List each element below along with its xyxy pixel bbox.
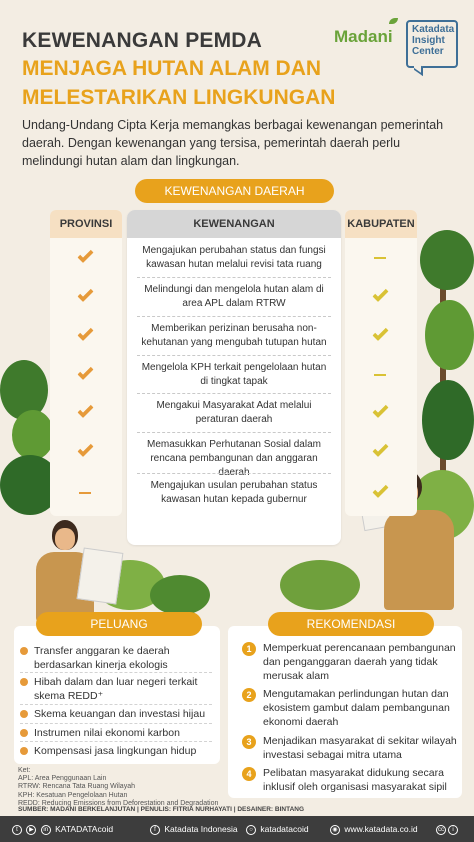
globe-icon: ◉ (330, 825, 340, 835)
tree-canopy (425, 300, 474, 370)
kic-line-1: Katadata (412, 24, 455, 35)
rekomendasi-item-text: Memperkuat perencanaan pembangunan dan penganggaran daerah yang tidak merusak alam (263, 642, 456, 682)
bush (150, 575, 210, 615)
checkmark-icon (77, 286, 93, 302)
bullet-icon (20, 678, 28, 686)
keterangan-label: Ket: (18, 767, 31, 774)
footer-website[interactable] (330, 824, 418, 835)
row-separator (137, 432, 331, 433)
provinsi-mark (74, 250, 96, 266)
provinsi-mark (74, 444, 96, 460)
peluang-item (20, 707, 216, 721)
bush (280, 560, 360, 610)
kic-line-2: Insight (412, 35, 445, 46)
peluang-item-text: Kompensasi jasa lingkungan hidup (34, 745, 197, 757)
peluang-item-text: Skema keuangan dan investasi hijau (34, 708, 206, 720)
rekomendasi-item-text: Mengutamakan perlindungan hutan dan ekosistem gambut dalam pembangunan ekonomi daerah (263, 688, 450, 728)
checkmark-icon (372, 482, 388, 498)
kabupaten-mark (369, 405, 391, 421)
kewenangan-row-text: Memberikan perizinan berusaha non-kehutanan yang mengubah tutupan hutan (141, 323, 327, 348)
cc-icon: cc (438, 826, 444, 833)
checkmark-icon (77, 364, 93, 380)
row-separator (137, 316, 331, 317)
kabupaten-mark (369, 367, 391, 383)
keterangan-line: KPH: Kesatuan Pengelolaan Hutan (18, 791, 128, 799)
peluang-item-text: Instrumen nilai ekonomi karbon (34, 727, 180, 739)
kewenangan-row-text: Mengajukan usulan perubahan status kawasan hutan kepada gubernur (150, 480, 318, 505)
katadata-insight-center-logo (406, 20, 458, 68)
rekomendasi-item-text: Menjadikan masyarakat di sekitar wilayah investasi sebagai mitra utama (263, 735, 457, 761)
peluang-item (20, 675, 216, 703)
kabupaten-mark (369, 250, 391, 266)
tree-canopy (12, 410, 54, 460)
title-line-1: KEWENANGAN PEMDA (22, 29, 263, 52)
peluang-item-text: Hibah dalam dan luar negeri terkait skema REDD⁺ (34, 676, 198, 702)
tree-canopy (420, 230, 474, 290)
kabupaten-mark (369, 328, 391, 344)
peluang-item-text: Transfer anggaran ke daerah berdasarkan kinerja ekologis (34, 645, 170, 671)
bullet-icon (20, 747, 28, 755)
keterangan-line: APL: Area Penggunaan Lain (18, 775, 107, 783)
kewenangan-row-text: Mengakui Masyarakat Adat melalui peraturan daerah (156, 400, 312, 425)
peluang-separator (20, 672, 212, 673)
rekomendasi-item-text: Pelibatan masyarakat didukung secara inklusif oleh organisasi masyarakat sipil (263, 767, 447, 793)
instagram-handle: katadatacoid (260, 824, 309, 834)
kic-line-3: Center (412, 46, 444, 57)
checkmark-icon (77, 441, 93, 457)
row-separator (137, 277, 331, 278)
kewenangan-daerah-header: KEWENANGAN DAERAH (135, 179, 334, 203)
kabupaten-header: KABUPATEN (345, 210, 417, 238)
kewenangan-row-text: Melindungi dan mengelola hutan alam di area APL dalam RTRW (144, 284, 324, 309)
provinsi-mark (74, 289, 96, 305)
row-separator (137, 355, 331, 356)
rekomendasi-number: 3 (242, 735, 256, 749)
twitter-icon[interactable]: t (12, 825, 22, 835)
bullet-icon (20, 710, 28, 718)
by-icon: i (448, 825, 458, 835)
checkmark-icon (77, 402, 93, 418)
youtube-icon[interactable]: ▶ (26, 825, 36, 835)
linkedin-handle[interactable]: KATADATAcoid (55, 824, 114, 834)
kabupaten-mark (369, 444, 391, 460)
madani-logo-text: Madani (334, 27, 393, 46)
dash-icon (374, 257, 386, 259)
provinsi-mark (74, 485, 96, 501)
peluang-item (20, 726, 216, 740)
kabupaten-mark (369, 485, 391, 501)
title-line-3: MELESTARIKAN LINGKUNGAN (22, 86, 336, 109)
checkmark-icon (372, 402, 388, 418)
dash-icon (374, 374, 386, 376)
kabupaten-mark (369, 289, 391, 305)
intro-paragraph: Undang-Undang Cipta Kerja memangkas berbagai kewenangan pemerintah daerah. Dengan kewenangan yang tersisa, pemerintah daerah perlu melindungi hutan alam dan lingkungan. (22, 118, 444, 168)
keterangan-line: RTRW: Rencana Tata Ruang Wilayah (18, 783, 135, 791)
checkmark-icon (372, 325, 388, 341)
checkmark-icon (372, 286, 388, 302)
credits: SUMBER: MADANI BERKELANJUTAN | PENULIS: FITRIA NURHAYATI | DESAINER: BINTANG (18, 806, 305, 813)
checkmark-icon (77, 325, 93, 341)
peluang-separator (20, 704, 212, 705)
website-url: www.katadata.co.id (344, 824, 418, 834)
facebook-handle: Katadata Indonesia (164, 824, 238, 834)
provinsi-mark (74, 367, 96, 383)
facebook-icon: f (150, 825, 160, 835)
tree-canopy (422, 380, 474, 460)
rekomendasi-number: 4 (242, 767, 256, 781)
rekomendasi-number: 2 (242, 688, 256, 702)
linkedin-icon[interactable]: in (41, 825, 51, 835)
row-separator (137, 393, 331, 394)
rekomendasi-number: 1 (242, 642, 256, 656)
speech-bubble-tail (414, 61, 423, 76)
peluang-separator (20, 741, 212, 742)
keterangan-line: REDD: Reducing Emissions from Deforestation and Degradation (18, 799, 219, 807)
provinsi-mark (74, 328, 96, 344)
bullet-icon (20, 729, 28, 737)
peluang-item (20, 744, 216, 758)
footer-instagram[interactable] (246, 824, 309, 835)
kewenangan-row-text: Memasukkan Perhutanan Sosial dalam rencana pembangunan dan anggaran daerah (147, 439, 321, 478)
instagram-icon: ○ (246, 825, 256, 835)
leaf-icon (389, 18, 398, 24)
footer-facebook[interactable] (150, 824, 238, 835)
peluang-header: PELUANG (36, 612, 202, 636)
footer-social-left (12, 824, 113, 835)
peluang-item (20, 644, 216, 672)
kewenangan-row-text: Mengelola KPH terkait pengelolaan hutan di tingkat tapak (141, 362, 327, 387)
rekomendasi-header: REKOMENDASI (268, 612, 434, 636)
title-line-2: MENJAGA HUTAN ALAM DAN (22, 57, 322, 80)
madani-logo (334, 27, 393, 47)
peluang-separator (20, 723, 212, 724)
footer-license-icons (436, 824, 460, 835)
kewenangan-row-text: Mengajukan perubahan status dan fungsi kawasan hutan melalui revisi tata ruang (142, 245, 326, 270)
provinsi-header: PROVINSI (50, 210, 122, 238)
kewenangan-header: KEWENANGAN (127, 210, 341, 238)
provinsi-mark (74, 405, 96, 421)
row-separator (137, 473, 331, 474)
bullet-icon (20, 647, 28, 655)
checkmark-icon (77, 247, 93, 263)
dash-icon (79, 492, 91, 494)
footer-bar (0, 816, 474, 842)
keterangan (18, 767, 318, 808)
checkmark-icon (372, 441, 388, 457)
